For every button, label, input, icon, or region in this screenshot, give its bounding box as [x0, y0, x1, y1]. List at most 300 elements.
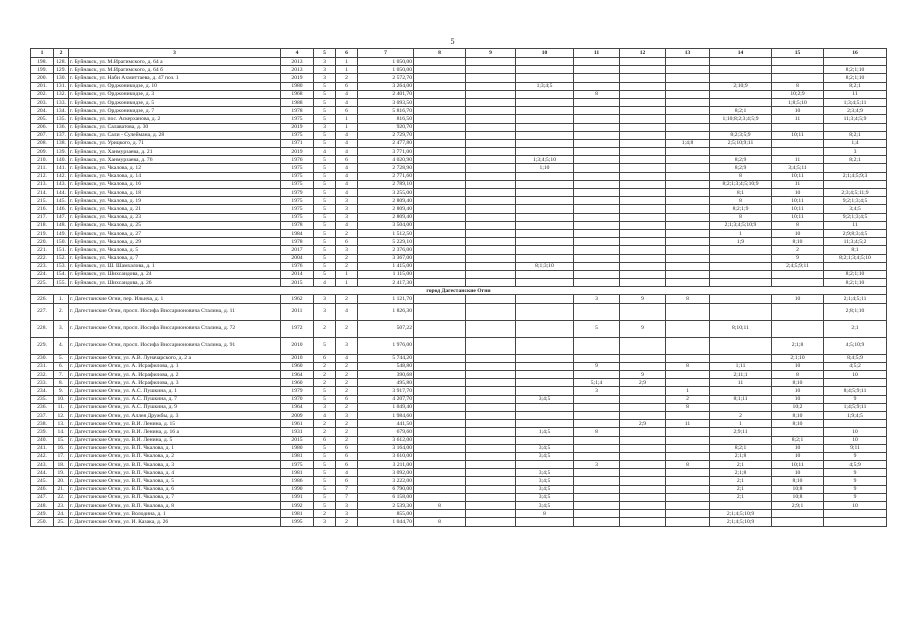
table-cell: 5	[314, 246, 336, 254]
table-cell: 3 222,00	[358, 477, 414, 485]
table-cell: 2	[314, 428, 336, 436]
table-cell: 3 092,00	[358, 469, 414, 477]
table-cell: 4	[336, 303, 358, 320]
table-cell	[574, 197, 620, 205]
table-cell	[620, 387, 666, 395]
table-cell	[710, 262, 772, 270]
table-cell: 8	[414, 518, 466, 526]
table-cell	[414, 485, 466, 493]
table-cell: 9	[620, 320, 666, 337]
table-cell	[516, 337, 574, 354]
table-cell	[620, 436, 666, 444]
table-cell	[620, 262, 666, 270]
table-cell	[666, 98, 710, 106]
table-cell	[516, 139, 574, 147]
table-row	[31, 411, 887, 419]
table-cell: 8;2;1;10	[824, 66, 887, 74]
table-cell: 2;1;4;5;10;9	[710, 510, 772, 518]
table-cell: 224.	[31, 270, 54, 278]
table-cell	[666, 279, 710, 287]
table-cell: 2;9;1	[772, 502, 824, 510]
table-cell: г. Дагестанские Огни, ул. В.И. Ленина, д. 16 а	[69, 428, 281, 436]
table-cell: 4;5;10;9	[824, 337, 887, 354]
table-cell	[414, 254, 466, 262]
table-cell	[516, 436, 574, 444]
table-cell	[772, 66, 824, 74]
table-cell: 10	[772, 362, 824, 370]
table-cell: 8	[516, 510, 574, 518]
table-cell	[466, 362, 516, 370]
table-cell: 4	[336, 180, 358, 188]
table-cell	[516, 354, 574, 362]
table-cell: 2;1	[710, 493, 772, 501]
table-cell: 11	[772, 156, 824, 164]
table-cell: 154.	[54, 270, 69, 278]
table-cell	[772, 510, 824, 518]
table-cell: 6	[336, 395, 358, 403]
table-cell	[414, 477, 466, 485]
table-cell: 495,80	[358, 379, 414, 387]
table-cell: 4 207,70	[358, 395, 414, 403]
table-cell	[574, 337, 620, 354]
table-cell: 3	[336, 205, 358, 213]
table-cell	[824, 164, 887, 172]
table-cell: 1 415,00	[358, 262, 414, 270]
table-cell	[620, 502, 666, 510]
table-cell	[516, 238, 574, 246]
table-cell: 222.	[31, 254, 54, 262]
table-cell: 3	[336, 213, 358, 221]
table-cell: 8.	[54, 379, 69, 387]
table-cell: 5	[314, 213, 336, 221]
table-row	[31, 518, 887, 526]
table-cell: 147.	[54, 213, 69, 221]
table-cell	[620, 172, 666, 180]
table-cell	[466, 82, 516, 90]
table-cell	[466, 205, 516, 213]
table-cell	[666, 115, 710, 123]
table-cell: 10	[772, 229, 824, 237]
table-cell	[574, 403, 620, 411]
table-cell: 4	[314, 411, 336, 419]
table-cell: 3.	[54, 320, 69, 337]
table-cell: 3;4;5	[516, 485, 574, 493]
table-cell: 920,70	[358, 123, 414, 131]
table-cell	[620, 66, 666, 74]
table-row	[31, 354, 887, 362]
table-cell: 239.	[31, 428, 54, 436]
table-cell	[414, 493, 466, 501]
table-cell: 130.	[54, 74, 69, 82]
table-cell: 10	[772, 395, 824, 403]
table-cell: 2017	[281, 246, 314, 254]
table-cell: 131.	[54, 82, 69, 90]
table-cell	[620, 213, 666, 221]
table-cell	[516, 189, 574, 197]
table-cell: 2	[710, 411, 772, 419]
table-cell: 5	[314, 395, 336, 403]
table-cell: 2	[314, 510, 336, 518]
table-cell: г. Дагестанские Огни, просп. Иосифа Виссарионовича Сталина, д. 11	[69, 303, 281, 320]
table-cell: 2 809,40	[358, 213, 414, 221]
table-cell: 220.	[31, 238, 54, 246]
table-cell: 10	[824, 436, 887, 444]
table-cell	[574, 436, 620, 444]
table-cell	[574, 279, 620, 287]
table-cell: 2	[336, 229, 358, 237]
table-cell	[414, 420, 466, 428]
table-cell: 8;2;1;10	[824, 270, 887, 278]
table-cell: 209.	[31, 148, 54, 156]
table-cell: 3 164,00	[358, 444, 414, 452]
table-cell: 148.	[54, 221, 69, 229]
table-cell	[710, 98, 772, 106]
table-cell: 2 376,00	[358, 246, 414, 254]
table-cell	[666, 213, 710, 221]
table-cell: 221.	[31, 246, 54, 254]
table-cell	[620, 82, 666, 90]
table-cell: 1;3;4;5	[516, 82, 574, 90]
table-cell: 7.	[54, 371, 69, 379]
table-cell	[414, 205, 466, 213]
table-cell: 1	[336, 115, 358, 123]
table-cell: 2 729,70	[358, 131, 414, 139]
table-cell: 231.	[31, 362, 54, 370]
table-cell	[466, 74, 516, 82]
table-cell	[516, 115, 574, 123]
table-cell	[620, 279, 666, 287]
table-cell: 9	[574, 362, 620, 370]
table-cell: 5	[314, 156, 336, 164]
table-cell: 1975	[281, 180, 314, 188]
table-cell: 3	[336, 246, 358, 254]
table-cell: г. Буйнакск, ул. Ханмурзаева, д. 76	[69, 156, 281, 164]
table-cell	[574, 172, 620, 180]
table-cell	[620, 461, 666, 469]
table-cell	[666, 197, 710, 205]
table-cell: 2 572,70	[358, 74, 414, 82]
table-cell	[710, 303, 772, 320]
table-cell: 207.	[31, 131, 54, 139]
table-cell: 2	[336, 420, 358, 428]
table-cell: 4	[336, 189, 358, 197]
table-cell: г. Буйнакск, ул. Чкалова, д. 25	[69, 221, 281, 229]
table-cell: 5	[314, 139, 336, 147]
table-cell: 1972	[281, 320, 314, 337]
table-cell	[620, 74, 666, 82]
table-cell	[466, 270, 516, 278]
table-cell: 3	[336, 337, 358, 354]
table-cell: 3;4;5	[516, 395, 574, 403]
table-cell	[620, 131, 666, 139]
table-cell	[620, 164, 666, 172]
table-cell: 5	[314, 461, 336, 469]
table-cell: 1;3;4;5;11	[824, 98, 887, 106]
table-cell: 10	[772, 295, 824, 303]
table-cell: 6	[336, 156, 358, 164]
table-cell: 153.	[54, 262, 69, 270]
table-cell: 5	[314, 98, 336, 106]
table-cell	[574, 66, 620, 74]
table-cell: 23.	[54, 502, 69, 510]
table-cell: 202.	[31, 90, 54, 98]
table-cell: 3;4;5	[516, 444, 574, 452]
table-cell: 240.	[31, 436, 54, 444]
table-cell: 1	[336, 279, 358, 287]
table-cell: 1 976,00	[358, 337, 414, 354]
table-cell: 8;2;1;3;4;5;10;9	[710, 180, 772, 188]
table-cell: 9	[824, 469, 887, 477]
table-cell	[574, 254, 620, 262]
table-cell	[466, 411, 516, 419]
table-cell: 2	[336, 518, 358, 526]
table-cell	[666, 90, 710, 98]
table-cell	[710, 295, 772, 303]
table-cell: 2	[314, 420, 336, 428]
table-cell	[824, 518, 887, 526]
table-cell	[574, 221, 620, 229]
table-cell: 8	[666, 295, 710, 303]
table-cell: 10	[772, 452, 824, 460]
table-cell	[666, 262, 710, 270]
table-cell: 8;2;1	[710, 444, 772, 452]
table-cell: 10	[772, 387, 824, 395]
table-cell: 12	[620, 49, 666, 58]
table-cell: 507,22	[358, 320, 414, 337]
table-cell: 24.	[54, 510, 69, 518]
table-cell: 3	[314, 66, 336, 74]
table-cell: 5	[314, 172, 336, 180]
table-cell: г. Дагестанские Огни, ул. В.П. Чкалова, д. 1	[69, 444, 281, 452]
table-cell: 11	[772, 115, 824, 123]
table-cell: 1978	[281, 238, 314, 246]
table-cell	[466, 444, 516, 452]
table-cell	[516, 123, 574, 131]
table-cell	[516, 270, 574, 278]
table-cell	[574, 180, 620, 188]
table-cell: г. Буйнакск, ул. Чкалова, д. 21	[69, 205, 281, 213]
table-cell	[574, 82, 620, 90]
table-row	[31, 58, 887, 66]
table-cell: 10	[824, 502, 887, 510]
table-cell: 198.	[31, 58, 54, 66]
table-cell: 6 790,00	[358, 485, 414, 493]
table-cell: 1 050,00	[358, 66, 414, 74]
table-cell: 8;10	[772, 411, 824, 419]
table-cell: 1 050,00	[358, 58, 414, 66]
table-cell: г. Дагестанские Огни, пер. Ильича, д. 1	[69, 295, 281, 303]
table-cell	[574, 420, 620, 428]
table-cell: 8	[574, 428, 620, 436]
table-cell	[710, 74, 772, 82]
table-cell: 6 158,00	[358, 493, 414, 501]
table-cell	[414, 82, 466, 90]
table-cell	[414, 164, 466, 172]
table-cell: 1.	[54, 295, 69, 303]
table-cell	[466, 164, 516, 172]
table-cell	[666, 518, 710, 526]
table-cell: 3	[314, 74, 336, 82]
table-cell: 8	[666, 403, 710, 411]
table-cell: 1979	[281, 387, 314, 395]
table-cell	[574, 58, 620, 66]
table-cell	[620, 197, 666, 205]
table-cell: 3	[69, 49, 281, 58]
table-row	[31, 98, 887, 106]
table-cell: 1960	[281, 362, 314, 370]
table-cell: 5 816,70	[358, 107, 414, 115]
table-cell: 5	[314, 107, 336, 115]
table-cell	[574, 205, 620, 213]
table-cell: 2015	[281, 436, 314, 444]
table-cell	[666, 452, 710, 460]
table-cell: 11	[574, 49, 620, 58]
table-cell: 4 020,90	[358, 156, 414, 164]
table-cell: 5 744,20	[358, 354, 414, 362]
table-cell: 1975	[281, 197, 314, 205]
table-cell	[516, 74, 574, 82]
page-number: 5	[450, 37, 455, 46]
table-cell: 3 093,50	[358, 98, 414, 106]
table-row	[31, 270, 887, 278]
table-cell	[620, 254, 666, 262]
table-cell: 5	[314, 205, 336, 213]
table-cell: 15	[772, 49, 824, 58]
table-cell	[516, 66, 574, 74]
table-cell: 3;4;5	[516, 502, 574, 510]
table-cell	[666, 510, 710, 518]
table-cell	[516, 362, 574, 370]
table-cell: 14	[710, 49, 772, 58]
table-cell: 2019	[281, 148, 314, 156]
table-cell	[466, 221, 516, 229]
table-cell: 2009	[281, 411, 314, 419]
table-cell: 5;1;4	[574, 379, 620, 387]
table-cell: 5	[314, 49, 336, 58]
table-cell: 3 771,00	[358, 148, 414, 156]
table-cell	[666, 303, 710, 320]
table-cell: 3 612,00	[358, 436, 414, 444]
table-cell: 9;2;1;3;4;5	[824, 213, 887, 221]
table-cell: 3 917,70	[358, 387, 414, 395]
table-cell: г. Дагестанские Огни, ул. В.П. Чкалова, д. 7	[69, 493, 281, 501]
table-cell	[620, 189, 666, 197]
table-cell: 155.	[54, 279, 69, 287]
table-cell	[666, 131, 710, 139]
table-row	[31, 469, 887, 477]
table-cell: 208.	[31, 139, 54, 147]
table-cell: 1;8;5;10	[772, 98, 824, 106]
table-row	[31, 337, 887, 354]
table-cell	[574, 395, 620, 403]
table-cell: 3	[314, 123, 336, 131]
table-cell: 10;2	[772, 403, 824, 411]
table-cell: 3 255,00	[358, 189, 414, 197]
table-cell	[516, 303, 574, 320]
table-cell: 3	[314, 58, 336, 66]
table-cell: 8	[666, 362, 710, 370]
table-cell: 250.	[31, 518, 54, 526]
table-cell: 3;4;5	[516, 493, 574, 501]
table-row	[31, 387, 887, 395]
table-cell: 1975	[281, 115, 314, 123]
table-cell	[620, 485, 666, 493]
table-cell	[516, 229, 574, 237]
table-cell: 1;4;5;9;11	[824, 403, 887, 411]
table-cell: 1964	[281, 371, 314, 379]
table-cell: 2;4;5;9;11	[772, 262, 824, 270]
table-cell: 1981	[281, 510, 314, 518]
table-cell	[414, 337, 466, 354]
table-cell	[620, 403, 666, 411]
table-cell	[414, 213, 466, 221]
table-row	[31, 420, 887, 428]
table-cell: 10;11	[772, 213, 824, 221]
table-cell: 1931	[281, 428, 314, 436]
table-cell: 2	[336, 320, 358, 337]
table-cell: 10	[824, 371, 887, 379]
table-cell: 6	[336, 477, 358, 485]
table-cell	[516, 411, 574, 419]
table-cell: 2013	[281, 58, 314, 66]
table-cell: 5	[314, 221, 336, 229]
table-cell: 210.	[31, 156, 54, 164]
table-cell	[574, 189, 620, 197]
table-cell	[666, 164, 710, 172]
table-cell	[414, 362, 466, 370]
table-cell: 2010	[281, 337, 314, 354]
table-cell	[666, 180, 710, 188]
table-row	[31, 189, 887, 197]
table-cell	[414, 123, 466, 131]
table-cell: г. Буйнакск, ул. Шихсаидова, д. 26	[69, 279, 281, 287]
table-cell: 139.	[54, 148, 69, 156]
table-cell: 441,50	[358, 420, 414, 428]
table-row	[31, 444, 887, 452]
table-cell: 8;2;9	[710, 156, 772, 164]
register-table	[30, 48, 887, 527]
table-cell	[466, 371, 516, 379]
table-cell: 6	[314, 354, 336, 362]
table-cell: 21.	[54, 485, 69, 493]
table-cell	[710, 270, 772, 278]
table-cell	[620, 411, 666, 419]
table-cell: 10;8	[772, 493, 824, 501]
table-cell	[414, 436, 466, 444]
table-cell	[772, 270, 824, 278]
table-cell	[414, 246, 466, 254]
table-cell: 233.	[31, 379, 54, 387]
table-cell: 1975	[281, 131, 314, 139]
table-cell	[620, 98, 666, 106]
table-cell	[710, 58, 772, 66]
table-cell: 1 984,60	[358, 411, 414, 419]
table-cell: 4	[336, 139, 358, 147]
table-cell: 6	[314, 436, 336, 444]
table-cell: 2;11;1	[710, 371, 772, 379]
table-cell: г. Буйнакск, ул. Чкалова, д. 23	[69, 213, 281, 221]
table-cell: 9	[824, 477, 887, 485]
table-cell	[516, 403, 574, 411]
table-cell: 14.	[54, 428, 69, 436]
table-cell: г. Буйнакск, ул. М.Ирагимского, д. 64 а	[69, 58, 281, 66]
table-cell	[710, 403, 772, 411]
table-cell: 2	[314, 320, 336, 337]
table-cell	[710, 123, 772, 131]
table-cell: г. Дагестанские Огни, ул. А.С. Пушкина, д. 7	[69, 395, 281, 403]
table-cell	[516, 180, 574, 188]
table-cell: 243.	[31, 461, 54, 469]
